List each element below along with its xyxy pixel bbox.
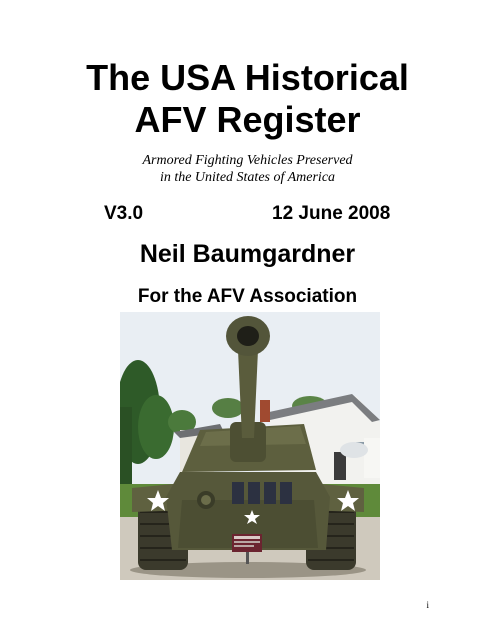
muzzle-bore — [237, 326, 259, 346]
author-name: Neil Baumgardner — [139, 240, 356, 268]
page-number: i — [426, 600, 429, 610]
subtitle-line-1: Armored Fighting Vehicles Preserved — [142, 153, 353, 168]
organization-label: For the AFV Association — [137, 286, 358, 307]
tank-photo — [120, 312, 380, 580]
title-line-2: AFV Register — [134, 99, 361, 140]
version-label: V3.0 — [104, 203, 144, 224]
subtitle-line-2: in the United States of America — [159, 170, 336, 185]
title-line-1: The USA Historical — [86, 57, 409, 98]
date-label: 12 June 2008 — [272, 203, 391, 224]
